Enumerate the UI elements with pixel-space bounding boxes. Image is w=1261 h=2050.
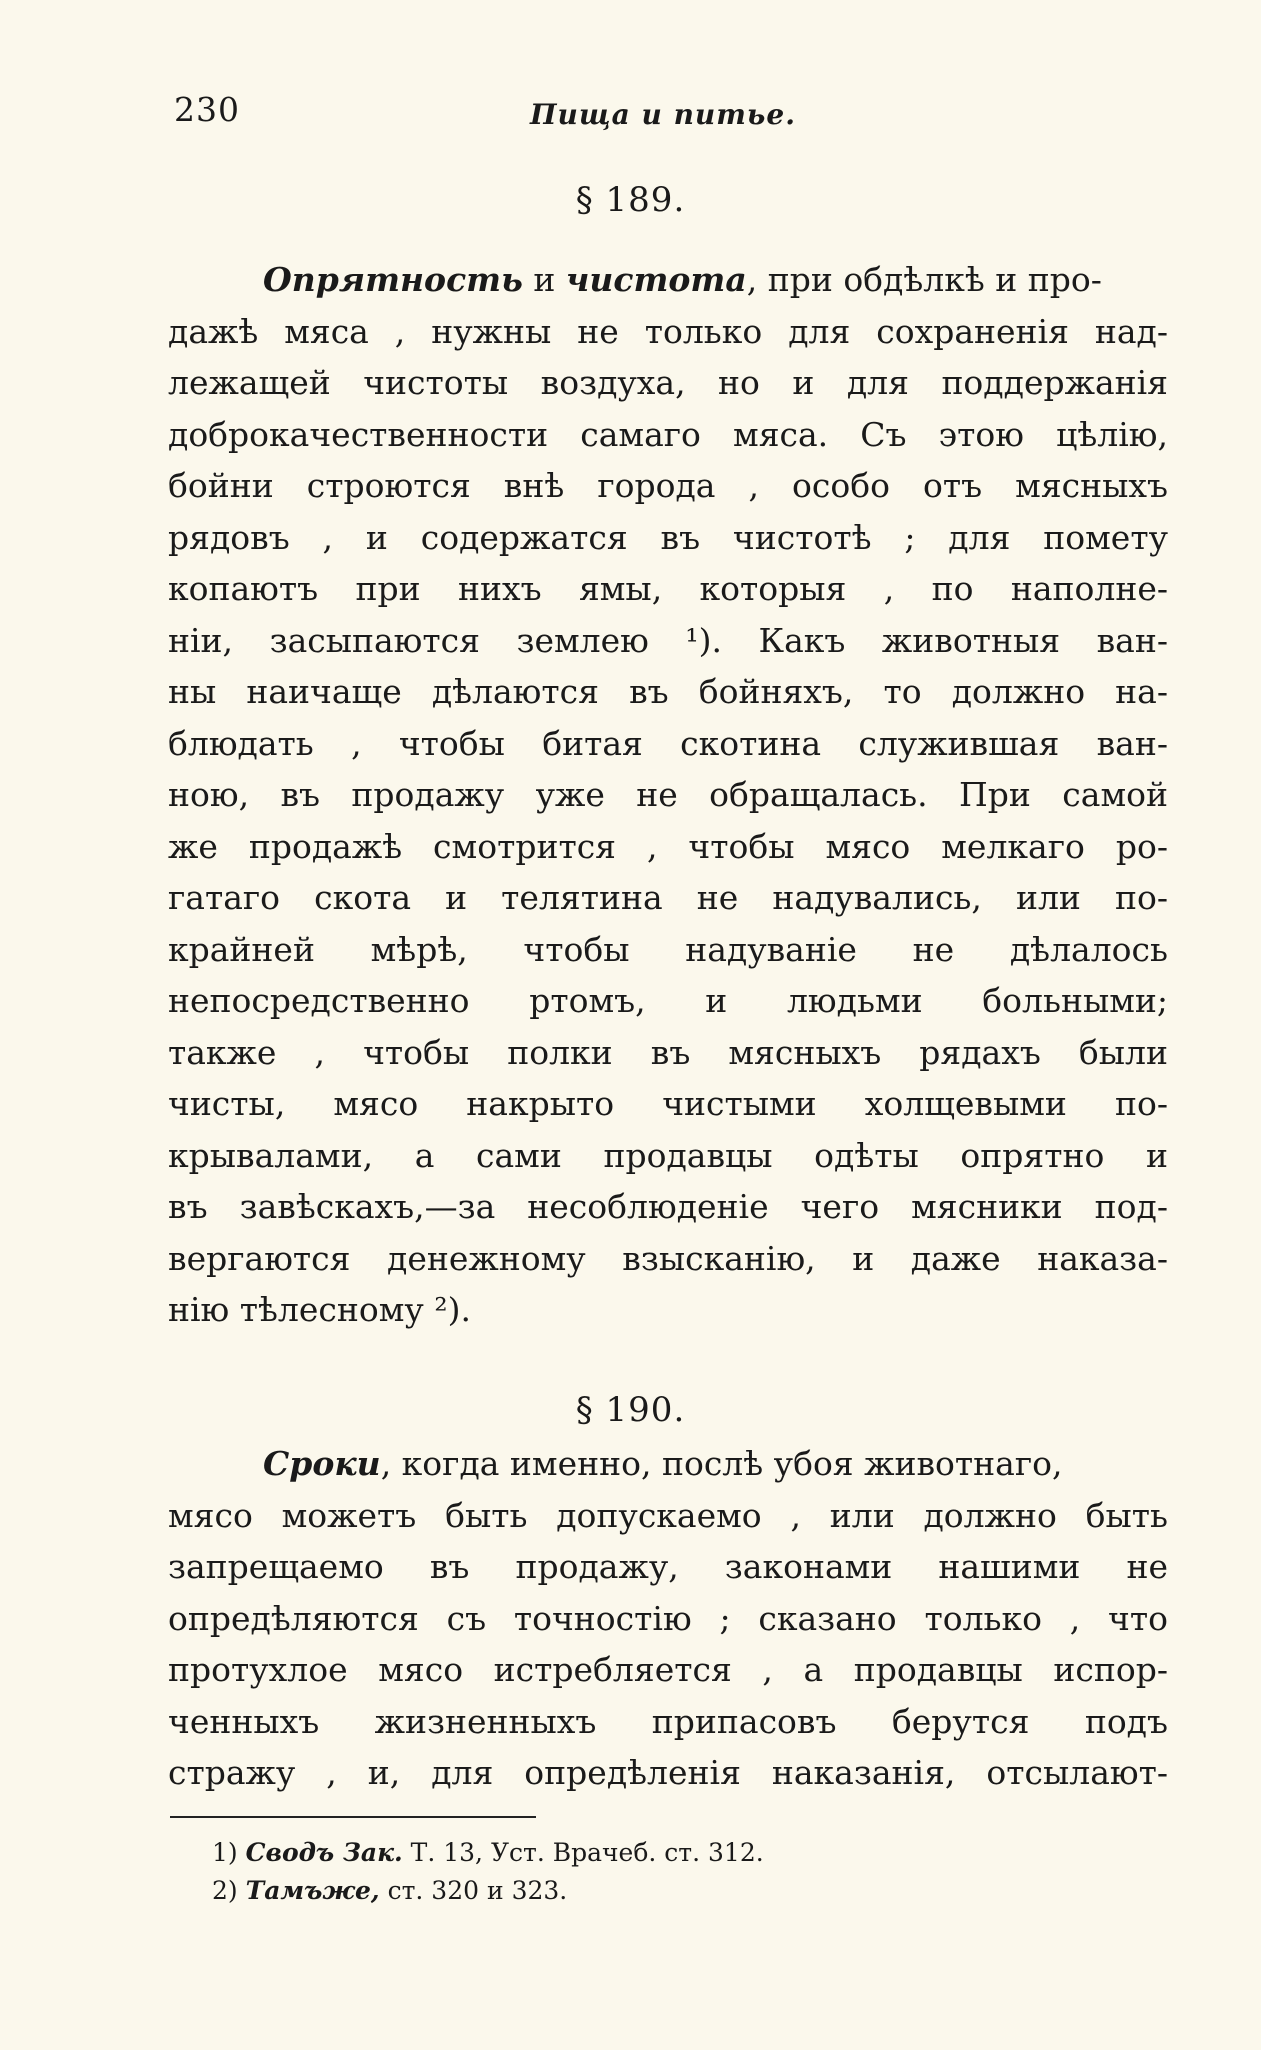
- section-190-text: [168, 1438, 1168, 1799]
- text-line: же продажѣ смотрится , чтобы мясо мелкаго ро-: [168, 826, 1168, 866]
- page-number: 230: [174, 90, 240, 129]
- footnote-number: 1): [212, 1838, 238, 1867]
- text-line: нію тѣлесному ²).: [168, 1290, 471, 1329]
- emphasis-word: чистота: [565, 260, 747, 299]
- footnotes: [212, 1834, 764, 1910]
- text-line: блюдать , чтобы битая скотина служившая ван-: [168, 723, 1168, 763]
- text-line: доброкачественности самаго мяса. Съ этою цѣлію,: [168, 414, 1168, 454]
- section-189-heading: § 189.: [575, 180, 686, 220]
- text-line: бойни строются внѣ города , особо отъ мясныхъ: [168, 466, 1168, 505]
- text-line: ною, въ продажу уже не обращалась. При самой: [168, 775, 1168, 814]
- footnote-number: 2): [212, 1876, 238, 1905]
- text-line: крывалами, а сами продавцы одѣты опрятно и: [168, 1135, 1168, 1175]
- footnote-text: ст. 320 и 323.: [379, 1876, 568, 1905]
- text-line: [168, 1438, 1168, 1490]
- section-189-text: [168, 254, 1168, 1336]
- emphasis-word: Опрятность: [263, 260, 523, 299]
- footnote-source: Тамъже,: [245, 1876, 380, 1905]
- text-line: опредѣляются съ точностію ; сказано только , что: [168, 1598, 1168, 1638]
- text-line: непосредственно ртомъ, и людьми больными;: [168, 981, 1168, 1020]
- text-line: ченныхъ жизненныхъ припасовъ берутся подъ: [168, 1701, 1168, 1741]
- text-line: запрещаемо въ продажу, законами нашими не: [168, 1547, 1168, 1586]
- text-line: вергаются денежному взысканію, и даже наказа-: [168, 1238, 1168, 1278]
- text-line: крайней мѣрѣ, чтобы надуваніе не дѣлалось: [168, 929, 1168, 969]
- emphasis-word: Сроки: [263, 1444, 381, 1483]
- text-line: [168, 254, 1168, 306]
- footnote-rule: [170, 1816, 536, 1818]
- text-line: гатаго скота и телятина не надувались, или по-: [168, 878, 1168, 917]
- footnote-source: Сводъ Зак.: [245, 1838, 403, 1867]
- line-text: , при обдѣлкѣ и про-: [746, 260, 1102, 299]
- running-title: Пища и питье.: [530, 98, 796, 131]
- text-line: стражу , и, для опредѣленія наказанія, отсылают-: [168, 1753, 1168, 1792]
- footnote-1: [212, 1834, 764, 1872]
- text-line: ніи, засыпаются землею ¹). Какъ животныя ван-: [168, 620, 1168, 660]
- text-line: мясо можетъ быть допускаемо , или должно быть: [168, 1495, 1168, 1535]
- text-line: рядовъ , и содержатся въ чистотѣ ; для помету: [168, 517, 1168, 557]
- footnote-2: [212, 1872, 764, 1910]
- text-line: въ завѣскахъ,—за несоблюденіе чего мясники под-: [168, 1187, 1168, 1226]
- text-line: копаютъ при нихъ ямы, которыя , по наполне-: [168, 569, 1168, 608]
- text-line: лежащей чистоты воздуха, но и для поддержанія: [168, 363, 1168, 402]
- text-line: также , чтобы полки въ мясныхъ рядахъ были: [168, 1032, 1168, 1072]
- connector-word: и: [522, 260, 566, 299]
- text-line: чисты, мясо накрыто чистыми холщевыми по-: [168, 1084, 1168, 1123]
- text-line: дажѣ мяса , нужны не только для сохраненія над-: [168, 311, 1168, 351]
- text-line: протухлое мясо истребляется , а продавцы испор-: [168, 1650, 1168, 1689]
- text-line: ны наичаще дѣлаются въ бойняхъ, то должно на-: [168, 672, 1168, 711]
- section-190-heading: § 190.: [575, 1390, 686, 1430]
- line-text: , когда именно, послѣ убоя животнаго,: [380, 1444, 1063, 1483]
- footnote-text: Т. 13, Уст. Врачеб. ст. 312.: [402, 1838, 764, 1867]
